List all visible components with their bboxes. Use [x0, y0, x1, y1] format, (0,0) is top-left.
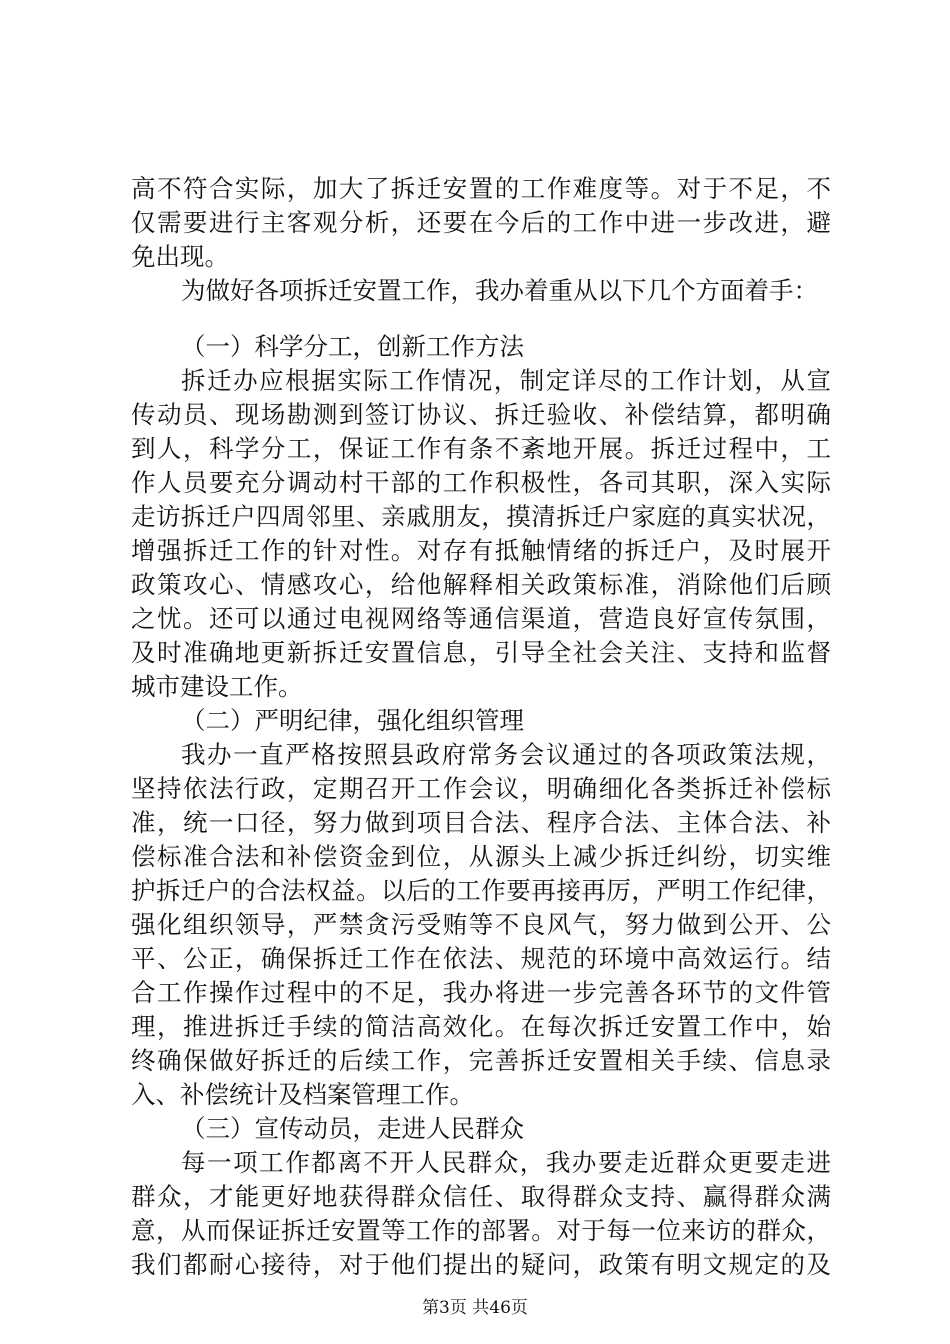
paragraph-line: 合工作操作过程中的不足，我办将进一步完善各环节的文件管 — [131, 978, 831, 1007]
paragraph-line: 传动员、现场勘测到签订协议、拆迁验收、补偿结算，都明确 — [131, 400, 831, 429]
section-heading: （一）科学分工，创新工作方法 — [181, 332, 524, 361]
paragraph-line: 我办一直严格按照县政府常务会议通过的各项政策法规， — [181, 740, 831, 769]
paragraph-line: 准，统一口径，努力做到项目合法、程序合法、主体合法、补 — [131, 808, 831, 837]
paragraph-line: 每一项工作都离不开人民群众，我办要走近群众更要走进 — [181, 1148, 831, 1177]
paragraph-line: 偿标准合法和补偿资金到位，从源头上减少拆迁纠纷，切实维 — [131, 842, 831, 871]
paragraph-line: 之忧。还可以通过电视网络等通信渠道，营造良好宣传氛围， — [131, 604, 831, 633]
paragraph-line: 平、公正，确保拆迁工作在依法、规范的环境中高效运行。结 — [131, 944, 831, 973]
paragraph-line: 理，推进拆迁手续的简洁高效化。在每次拆迁安置工作中，始 — [131, 1012, 831, 1041]
paragraph-line: 政策攻心、情感攻心，给他解释相关政策标准，消除他们后顾 — [131, 570, 831, 599]
paragraph-line: 走访拆迁户四周邻里、亲戚朋友，摸清拆迁户家庭的真实状况， — [131, 502, 831, 531]
paragraph-line: 我们都耐心接待，对于他们提出的疑问，政策有明文规定的及 — [131, 1250, 831, 1279]
paragraph-line: 仅需要进行主客观分析，还要在今后的工作中进一步改进，避 — [131, 208, 831, 237]
paragraph-line: 到人，科学分工，保证工作有条不紊地开展。拆迁过程中，工 — [131, 434, 831, 463]
paragraph-line: 终确保做好拆迁的后续工作，完善拆迁安置相关手续、信息录 — [131, 1046, 831, 1075]
section-heading: （三）宣传动员，走进人民群众 — [181, 1114, 524, 1143]
paragraph-line: 意，从而保证拆迁安置等工作的部署。对于每一位来访的群众， — [131, 1216, 831, 1245]
paragraph-line: 高不符合实际，加大了拆迁安置的工作难度等。对于不足，不 — [131, 174, 831, 203]
paragraph-line: 免出现。 — [131, 242, 229, 271]
section-heading: （二）严明纪律，强化组织管理 — [181, 706, 524, 735]
paragraph-line: 增强拆迁工作的针对性。对存有抵触情绪的拆迁户，及时展开 — [131, 536, 831, 565]
paragraph-line: 群众，才能更好地获得群众信任、取得群众支持、赢得群众满 — [131, 1182, 831, 1211]
paragraph-line: 城市建设工作。 — [131, 672, 303, 701]
paragraph-line: 及时准确地更新拆迁安置信息，引导全社会关注、支持和监督 — [131, 638, 831, 667]
paragraph-line: 坚持依法行政，定期召开工作会议，明确细化各类拆迁补偿标 — [131, 774, 831, 803]
paragraph-line: 强化组织领导，严禁贪污受贿等不良风气，努力做到公开、公 — [131, 910, 831, 939]
paragraph-line: 护拆迁户的合法权益。以后的工作要再接再厉，严明工作纪律， — [131, 876, 831, 905]
paragraph-line: 拆迁办应根据实际工作情况，制定详尽的工作计划，从宣 — [181, 366, 831, 395]
paragraph-line: 入、补偿统计及档案管理工作。 — [131, 1080, 474, 1109]
page-number-footer: 第3页 共46页 — [422, 1298, 528, 1318]
paragraph-line: 为做好各项拆迁安置工作，我办着重从以下几个方面着手： — [181, 276, 818, 305]
paragraph-line: 作人员要充分调动村干部的工作积极性，各司其职，深入实际 — [131, 468, 831, 497]
